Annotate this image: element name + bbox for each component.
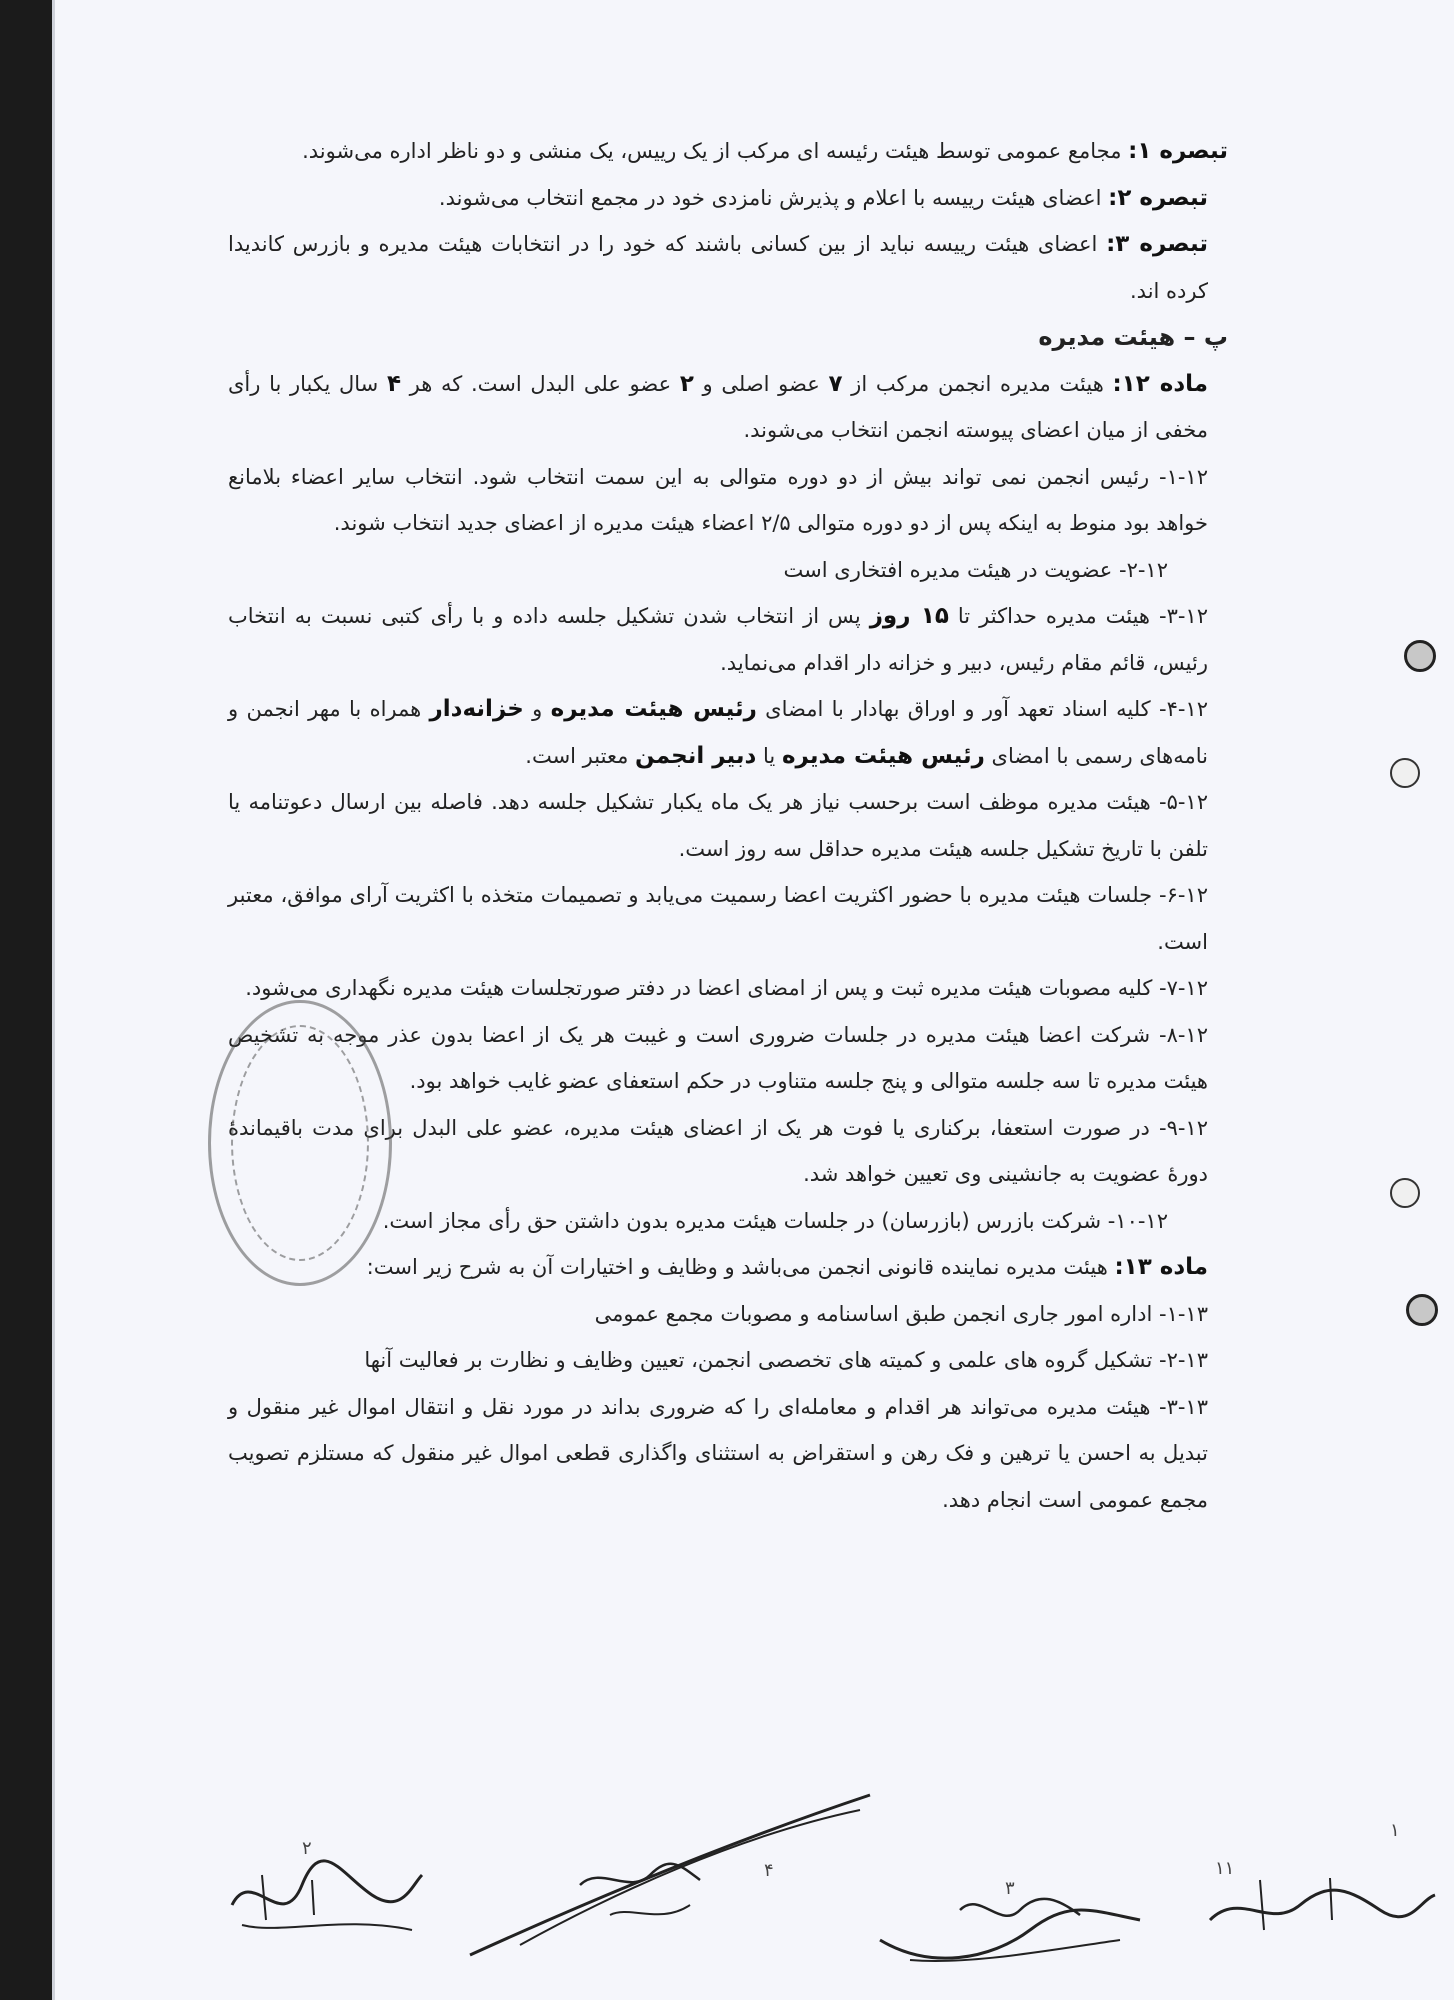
article-text: عضو اصلی و bbox=[693, 371, 829, 396]
clause-text: ۴-۱۲- کلیه اسناد تعهد آور و اوراق بهادار با امضای bbox=[756, 697, 1208, 721]
clause-12-10: ۱۰-۱۲- شرکت بازرس (بازرسان) در جلسات هیئت مدیره بدون داشتن حق رأی مجاز است. bbox=[382, 1208, 1168, 1233]
note-text: اعضای هیئت رییسه نباید از بین کسانی باشند که خود را در انتخابات هیئت مدیره و بازرس کاندیدا کرده اند. bbox=[228, 232, 1208, 303]
clause-13-2: ۲-۱۳- تشکیل گروه های علمی و کمیته های تخصصی انجمن، تعیین وظایف و نظارت بر فعالیت آنها bbox=[364, 1348, 1208, 1372]
note-label: تبصره ۲: bbox=[1108, 184, 1208, 211]
clause-12-2: ۲-۱۲- عضویت در هیئت مدیره افتخاری است bbox=[783, 557, 1168, 582]
binder-hole bbox=[1390, 1178, 1420, 1208]
signature-4 bbox=[1200, 1850, 1440, 1950]
clause-12-5: ۵-۱۲- هیئت مدیره موظف است برحسب نیاز هر یک ماه یکبار تشکیل جلسه دهد. فاصله بین ارسال دعوتنامه یا تلفن با تاریخ تشکیل جلسه هیئت مدیره حداقل سه روز است. bbox=[228, 790, 1208, 861]
article-text: سال یکبار با رأی مخفی از میان اعضای پیوسته انجمن انتخاب می‌شوند. bbox=[228, 371, 1208, 442]
clause-12-7: ۷-۱۲- کلیه مصوبات هیئت مدیره ثبت و پس از امضای اعضا در دفتر صورتجلسات هیئت مدیره نگهداری می‌شود. bbox=[245, 976, 1208, 1000]
note-label: تبصره ۱: bbox=[1128, 138, 1228, 164]
number-emphasis: ۷ bbox=[828, 370, 843, 397]
clause-text: یا bbox=[756, 743, 782, 768]
clause-12-3 bbox=[228, 593, 1228, 686]
document-body bbox=[228, 128, 1228, 1523]
clause-13-1: ۱-۱۳- اداره امور جاری انجمن طبق اساسنامه و مصوبات مجمع عمومی bbox=[594, 1301, 1208, 1326]
note-text: اعضای هیئت رییسه با اعلام و پذیرش نامزدی خود در مجمع انتخاب می‌شوند. bbox=[438, 185, 1109, 210]
article-13 bbox=[228, 1244, 1228, 1291]
clause-text: ۳-۱۲- هیئت مدیره حداکثر تا bbox=[948, 604, 1208, 628]
clause-13-3: ۳-۱۳- هیئت مدیره می‌تواند هر اقدام و معامله‌ای را که ضروری بداند در مورد نقل و انتقال اموال غیر منقول و تبدیل به احسن یا ترهین و فک رهن و استقراض به استثنای واگذاری قطعی اموال غیر منقول که مستلزم تصویب مجمع عمومی است انجام دهد. bbox=[228, 1394, 1208, 1512]
bold-term: رئیس هیئت مدیره bbox=[550, 696, 757, 722]
handwritten-mark: ۴ bbox=[764, 1860, 774, 1881]
sheet-edge bbox=[52, 0, 55, 2000]
article-text: عضو علی البدل است. که هر bbox=[401, 371, 680, 396]
clause-text: پس از انتخاب شدن تشکیل جلسه داده و با رأی کتبی نسبت به انتخاب رئیس، قائم مقام رئیس، دبیر و خزانه دار اقدام می‌نماید. bbox=[228, 604, 1208, 675]
handwritten-mark: ۱ bbox=[1390, 1820, 1400, 1841]
signature-2 bbox=[460, 1785, 880, 1975]
article-text: هیئت مدیره نماینده قانونی انجمن می‌باشد و وظایف و اختیارات آن به شرح زیر است: bbox=[366, 1255, 1115, 1279]
clause-12-6: ۶-۱۲- جلسات هیئت مدیره با حضور اکثریت اعضا رسمیت می‌یابد و تصمیمات متخذه با اکثریت آرای موافق، معتبر است. bbox=[228, 883, 1208, 954]
clause-text: و bbox=[523, 697, 551, 721]
section-heading: پ – هیئت مدیره bbox=[1038, 323, 1228, 351]
bold-term: دبیر انجمن bbox=[635, 742, 757, 769]
clause-text: معتبر است. bbox=[525, 743, 635, 768]
bold-term: خزانه‌دار bbox=[429, 696, 524, 722]
handwritten-mark: ۳ bbox=[1005, 1878, 1015, 1899]
clause-12-9: ۹-۱۲- در صورت استعفا، برکناری یا فوت هر یک از اعضای هیئت مدیره، عضو علی البدل برای مدت باقیماندهٔ دورهٔ عضویت به جانشینی وی تعیین خواهد شد. bbox=[228, 1115, 1208, 1186]
clause-text: همراه با مهر انجمن و نامه‌های رسمی با امضای bbox=[228, 697, 1208, 768]
signature-1 bbox=[222, 1845, 432, 1965]
number-emphasis: ۲ bbox=[679, 370, 694, 397]
binder-hole bbox=[1406, 1294, 1438, 1326]
note-2 bbox=[228, 175, 1228, 222]
note-3 bbox=[228, 221, 1228, 314]
handwritten-mark: ۱۱ bbox=[1215, 1858, 1235, 1879]
bold-term: رئیس هیئت مدیره bbox=[781, 742, 985, 769]
note-1 bbox=[228, 128, 1228, 175]
clause-12-1: ۱-۱۲- رئیس انجمن نمی تواند بیش از دو دوره متوالی به این سمت انتخاب شود. انتخاب سایر اعضاء بلامانع خواهد بود منوط به اینکه پس از دو دوره متوالی ۲/۵ اعضاء هیئت مدیره از اعضای جدید انتخاب شوند. bbox=[228, 464, 1208, 535]
binder-hole bbox=[1390, 758, 1420, 788]
article-12 bbox=[228, 361, 1228, 454]
binder-hole bbox=[1404, 640, 1436, 672]
deadline-emphasis: ۱۵ روز bbox=[869, 603, 949, 629]
article-label: ماده ۱۲: bbox=[1112, 370, 1209, 397]
official-stamp bbox=[208, 1000, 392, 1286]
note-text: مجامع عمومی توسط هیئت رئیسه ای مرکب از یک رییس، یک منشی و دو ناظر اداره می‌شوند. bbox=[302, 139, 1129, 163]
note-label: تبصره ۳: bbox=[1106, 231, 1208, 257]
clause-12-4 bbox=[228, 686, 1228, 779]
clause-12-8: ۸-۱۲- شرکت اعضا هیئت مدیره در جلسات ضروری است و غیبت هر یک از اعضا بدون عذر موجه به تشخیص هیئت مدیره تا سه جلسه متوالی و پنج جلسه متناوب در حکم استعفای عضو غایب خواهد بود. bbox=[228, 1022, 1208, 1093]
number-emphasis: ۴ bbox=[386, 370, 401, 397]
article-label: ماده ۱۳: bbox=[1114, 1254, 1208, 1280]
article-text: هیئت مدیره انجمن مرکب از bbox=[842, 371, 1113, 396]
handwritten-mark: ۲ bbox=[302, 1838, 312, 1859]
